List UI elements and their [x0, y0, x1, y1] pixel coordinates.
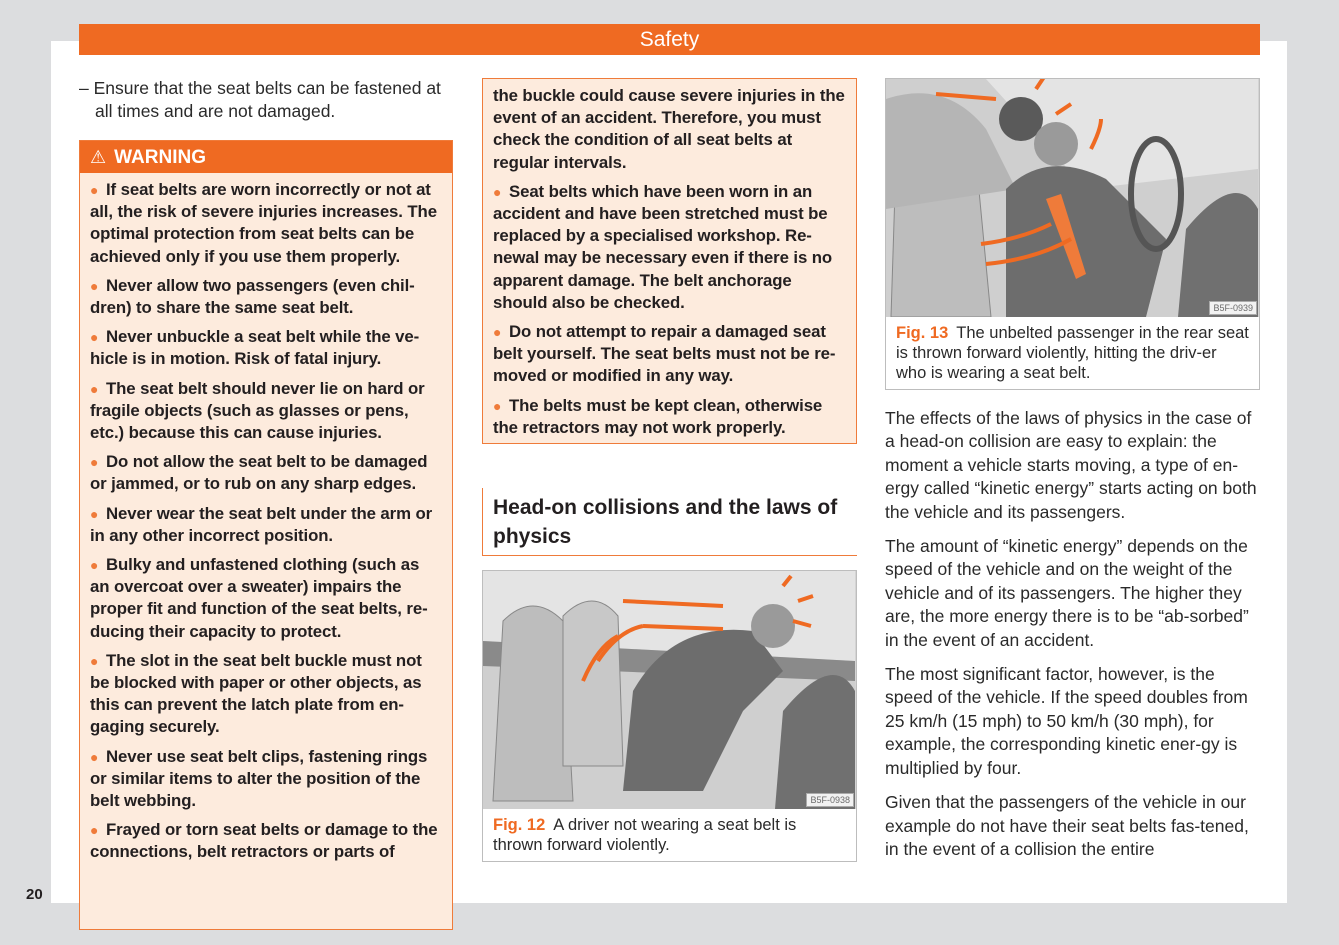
- bullet-icon: ●: [90, 277, 99, 294]
- bullet-icon: ●: [90, 454, 99, 471]
- bullet-icon: ●: [493, 183, 502, 200]
- warning-item: ● Never use seat belt clips, fastening rings or similar items to alter the position of the belt webbing.: [90, 746, 428, 811]
- bullet-icon: ●: [90, 329, 99, 346]
- warning-box: [79, 140, 453, 930]
- figure-code: B5F-0939: [1209, 301, 1257, 315]
- figure-12: [482, 570, 857, 862]
- bullet-icon: ●: [90, 182, 99, 198]
- warning-lead: the buckle could cause severe injuries in the event of an accident. Therefore, you must check the condition of all seat belts at regular intervals.: [493, 86, 845, 172]
- section-heading: Head-on collisions and the laws of physics: [482, 488, 857, 556]
- intro-list-item: – Ensure that the seat belts can be fastened at all times and are not damaged.: [79, 78, 441, 121]
- warning-item: ● Do not attempt to repair a damaged seat belt yourself. The seat belts must not be re-moved or modified in any way.: [493, 322, 836, 386]
- warning-triangle-icon: ⚠: [90, 147, 107, 167]
- body-paragraph: The amount of “kinetic energy” depends on the speed of the vehicle and on the weight of the vehicle and of its passengers. The higher they are, the more energy there is to be “ab-sorbed” in the event of an accident.: [885, 536, 1249, 650]
- figure-12-illustration: [483, 571, 856, 809]
- bullet-icon: ●: [493, 397, 502, 414]
- bullet-icon: ●: [90, 505, 99, 522]
- bullet-icon: ●: [90, 748, 99, 765]
- warning-item: ● Never allow two passengers (even chil-dren) to share the same seat belt.: [90, 275, 415, 318]
- warning-item: ● The belts must be kept clean, otherwise the retractors may not work properly.: [493, 395, 823, 437]
- column-2: [482, 78, 857, 868]
- page-number: 20: [26, 886, 43, 903]
- warning-item: ● Seat belts which have been worn in an accident and have been stretched must be replaced by a specialised workshop. Re-newal may be necessary even if there is no apparent damage. The belt anchorage should also be checked.: [493, 181, 833, 312]
- column-3: [885, 78, 1260, 872]
- figure-caption: Fig. 13 The unbelted passenger in the rear seat is thrown forward violently, hitting the driv-er who is wearing a seat belt.: [896, 324, 1249, 382]
- bullet-icon: ●: [90, 380, 99, 397]
- bullet-icon: ●: [90, 652, 99, 669]
- figure-code: B5F-0938: [806, 793, 854, 807]
- warning-body: [80, 173, 452, 875]
- figure-label: Fig. 12: [493, 816, 546, 834]
- figure-13: [885, 78, 1260, 390]
- warning-title: WARNING: [114, 147, 206, 168]
- passenger-hitting-driver-illustration: [886, 79, 1258, 317]
- figure-13-illustration: [886, 79, 1259, 317]
- warning-body: [483, 79, 856, 450]
- warning-item: ● Never unbuckle a seat belt while the ve-hicle is in motion. Risk of fatal injury.: [90, 327, 420, 369]
- warning-item: ● If seat belts are worn incorrectly or not at all, the risk of severe injuries increases. The optimal protection from seat belts can be achieved only if you use them properly.: [90, 180, 437, 266]
- warning-item: ● Bulky and unfastened clothing (such as an overcoat over a sweater) impairs the proper fit and function of the seat belts, re-ducing their capacity to protect.: [90, 555, 428, 641]
- warning-item: ● Never wear the seat belt under the arm or in any other incorrect position.: [90, 503, 433, 545]
- body-paragraph: The effects of the laws of physics in the case of a head-on collision are easy to explain: the moment a vehicle starts moving, a type of en-ergy called “kinetic energy” starts acting on both the vehicle and its passengers.: [885, 408, 1257, 522]
- figure-caption: Fig. 12 A driver not wearing a seat belt is thrown forward violently.: [493, 816, 797, 854]
- bullet-icon: ●: [493, 324, 502, 341]
- body-paragraph: Given that the passengers of the vehicle in our example do not have their seat belts fas-tened, in the event of a collision the entire: [885, 792, 1249, 859]
- warning-item: ● The slot in the seat belt buckle must not be blocked with paper or other objects, as this can prevent the latch plate from en-gaging securely.: [90, 650, 422, 737]
- section-header: Safety: [79, 24, 1260, 55]
- warning-item: ● Do not allow the seat belt to be damaged or jammed, or to rub on any sharp edges.: [90, 452, 428, 494]
- column-1: [79, 77, 453, 930]
- bullet-icon: ●: [90, 822, 99, 839]
- driver-thrown-forward-illustration: [483, 571, 855, 809]
- warning-box-continued: [482, 78, 857, 444]
- warning-item: ● The seat belt should never lie on hard or fragile objects (such as glasses or pens, etc.) because this can cause injuries.: [90, 378, 425, 443]
- figure-label: Fig. 13: [896, 324, 949, 342]
- warning-item: ● Frayed or torn seat belts or damage to the connections, belt retractors or parts of: [90, 820, 438, 862]
- body-paragraph: The most significant factor, however, is the speed of the vehicle. If the speed doubles from 25 km/h (15 mph) to 50 km/h (30 mph), for example, the corresponding kinetic ener-gy is multiplied by four.: [885, 664, 1248, 778]
- bullet-icon: ●: [90, 557, 99, 574]
- warning-header: [80, 141, 452, 173]
